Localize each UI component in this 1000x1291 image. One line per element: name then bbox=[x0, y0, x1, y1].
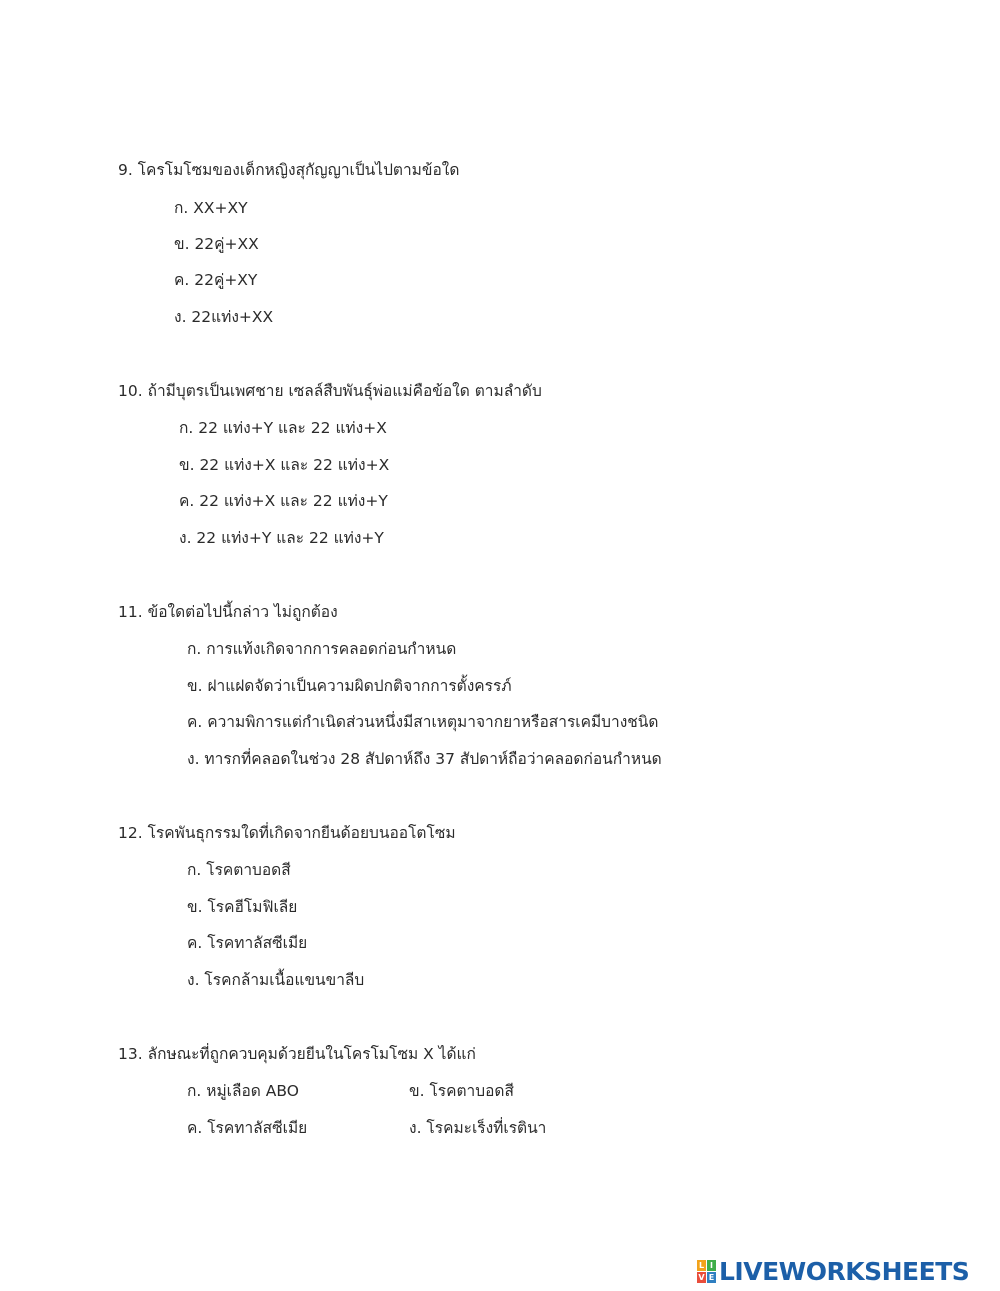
question-9-option-a: ก. XX+XY bbox=[174, 199, 248, 217]
question-13-stem bbox=[118, 1043, 476, 1065]
question-11-option-b: ข. ฝาแฝดจัดว่าเป็นความผิดปกติจากการตั้งครรภ์ bbox=[187, 677, 512, 695]
question-11-option-c: ค. ความพิการแต่กำเนิดส่วนหนึ่งมีสาเหตุมาจากยาหรือสารเคมีบางชนิด bbox=[187, 713, 659, 731]
question-12-stem bbox=[118, 822, 456, 844]
question-9-option-c: ค. 22คู่+XY bbox=[174, 271, 258, 289]
question-10-option-d: ง. 22 แท่ง+Y และ 22 แท่ง+Y bbox=[179, 529, 384, 547]
question-12-option-b: ข. โรคฮีโมฟิเลีย bbox=[187, 898, 298, 916]
logo-text: LIVEWORKSHEETS bbox=[719, 1256, 970, 1286]
liveworksheets-logo-icon bbox=[697, 1260, 716, 1283]
question-11-option-a: ก. การแท้งเกิดจากการคลอดก่อนกำหนด bbox=[187, 640, 457, 658]
question-9-option-d: ง. 22แท่ง+XX bbox=[174, 308, 274, 326]
question-text: ลักษณะที่ถูกควบคุมด้วยยีนในโครโมโซม X ได้แก่ bbox=[147, 1045, 476, 1063]
question-11-option-d: ง. ทารกที่คลอดในช่วง 28 สัปดาห์ถึง 37 สัปดาห์ถือว่าคลอดก่อนกำหนด bbox=[187, 750, 662, 768]
logo-mark-letter: L bbox=[698, 1260, 705, 1270]
question-10-option-c: ค. 22 แท่ง+X และ 22 แท่ง+Y bbox=[179, 492, 388, 510]
question-13-option-b: ข. โรคตาบอดสี bbox=[409, 1082, 514, 1100]
question-number: 10. bbox=[118, 382, 143, 400]
question-text: ข้อใดต่อไปนี้กล่าว ไม่ถูกต้อง bbox=[147, 603, 338, 621]
question-12-option-d: ง. โรคกล้ามเนื้อแขนขาลีบ bbox=[187, 971, 365, 989]
question-10-stem bbox=[118, 380, 542, 402]
question-text: โรคพันธุกรรมใดที่เกิดจากยีนด้อยบนออโตโซม bbox=[147, 824, 456, 842]
question-12-option-c: ค. โรคทาลัสซีเมีย bbox=[187, 934, 308, 952]
logo-mark-letter: I bbox=[707, 1260, 716, 1271]
question-text: โครโมโซมของเด็กหญิงสุกัญญาเป็นไปตามข้อใด bbox=[137, 161, 460, 179]
question-13-option-d: ง. โรคมะเร็งที่เรตินา bbox=[409, 1119, 547, 1137]
question-number: 11. bbox=[118, 603, 143, 621]
question-12-option-a: ก. โรคตาบอดสี bbox=[187, 861, 291, 879]
question-13-option-c: ค. โรคทาลัสซีเมีย bbox=[187, 1119, 308, 1137]
question-9-stem bbox=[118, 159, 459, 181]
question-11-stem bbox=[118, 601, 338, 623]
liveworksheets-logo bbox=[697, 1254, 969, 1288]
question-9-option-b: ข. 22คู่+XX bbox=[174, 235, 259, 253]
question-number: 12. bbox=[118, 824, 143, 842]
question-number: 9. bbox=[118, 161, 133, 179]
question-13-option-a: ก. หมู่เลือด ABO bbox=[187, 1082, 299, 1100]
logo-mark-letter: E bbox=[708, 1272, 715, 1282]
question-number: 13. bbox=[118, 1045, 143, 1063]
question-10-option-b: ข. 22 แท่ง+X และ 22 แท่ง+X bbox=[179, 456, 390, 474]
question-10-option-a: ก. 22 แท่ง+Y และ 22 แท่ง+X bbox=[179, 419, 387, 437]
question-text: ถ้ามีบุตรเป็นเพศชาย เซลล์สืบพันธุ์พ่อแม่คือข้อใด ตามลำดับ bbox=[147, 382, 542, 400]
logo-mark-letter: V bbox=[698, 1272, 705, 1282]
